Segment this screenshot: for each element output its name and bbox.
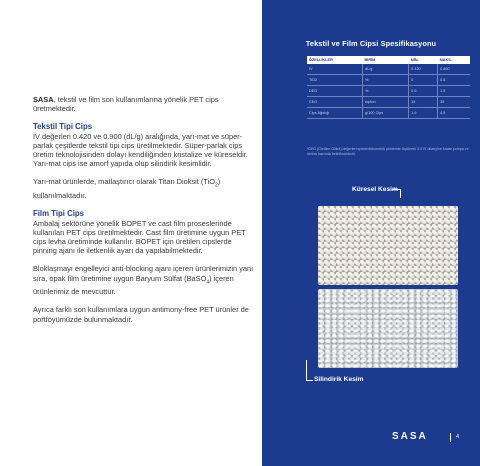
film-heading: Film Tipi Cips bbox=[33, 209, 84, 219]
intro-brand: SASA bbox=[33, 95, 54, 104]
table-cell: % bbox=[363, 75, 409, 86]
header-maks: MAKS. bbox=[438, 56, 470, 64]
tekstil-p2-b: ) kullanılmaktadır. bbox=[33, 177, 221, 201]
label-silindirik-kesim: Silindirik Kesim bbox=[314, 376, 364, 383]
tekstil-p2-sub: 2 bbox=[214, 182, 218, 189]
film-p2-a: Bloklaşmayı engelleyici anti-blocking ajanı içeren ürünlerimizin yanı sıra, opak film üretimine uygun Baryum Sülfat (BaSO bbox=[33, 264, 254, 283]
kuresel-chips-photo bbox=[318, 206, 458, 285]
table-cell: eq/ton bbox=[363, 97, 409, 108]
table-cell: 15 bbox=[409, 97, 438, 108]
table-cell: 1.6 bbox=[409, 108, 438, 119]
intro-text: , tekstil ve film son kullanımlarına yönelik PET cips üretmektedir. bbox=[33, 95, 219, 114]
sasa-logo: SASA bbox=[392, 431, 428, 442]
header-min: MİN. bbox=[409, 56, 438, 64]
table-row bbox=[307, 75, 470, 86]
table-cell: IV bbox=[307, 64, 363, 75]
tekstil-heading: Tekstil Tipi Cips bbox=[33, 122, 93, 132]
page-number-divider bbox=[450, 433, 451, 442]
table-cell: dL/g bbox=[363, 64, 409, 75]
table-cell: 0.6 bbox=[409, 86, 438, 97]
label-kuresel-kesim: Küresel Kesim bbox=[352, 186, 398, 193]
table-row bbox=[307, 97, 470, 108]
body-text bbox=[33, 95, 255, 333]
spec-table bbox=[307, 56, 470, 119]
table-cell: 0.420 bbox=[409, 64, 438, 75]
silindirik-leader-line bbox=[306, 360, 313, 381]
film-paragraph-2 bbox=[33, 264, 255, 296]
table-cell: CEG bbox=[307, 97, 363, 108]
tekstil-paragraph-2 bbox=[33, 177, 255, 200]
header-birim: BİRİM bbox=[363, 56, 409, 64]
header-ozellikler: ÖZELLİKLER bbox=[307, 56, 363, 64]
table-cell: % bbox=[363, 86, 409, 97]
table-cell: DEG bbox=[307, 86, 363, 97]
table-cell: TiO2 bbox=[307, 75, 363, 86]
table-cell: g/100 Cips bbox=[363, 108, 409, 119]
intro-paragraph bbox=[33, 95, 255, 113]
film-paragraph: Ambalaj sektörüne yönelik BOPET ve cast film proseslerinde kullanılan PET cips üretilmektedir. Cast film üretimine uygun PET cips levha üretiminde kullanılır. BOPET için üretilen cipslerde pinning ajanı ile iletkenlik ayarı da yapılabilmektedir. bbox=[33, 218, 246, 256]
kuresel-leader-line bbox=[392, 189, 401, 198]
table-row bbox=[307, 108, 470, 119]
spec-title: Tekstil ve Film Cipsi Spesifikasyonu bbox=[305, 39, 437, 48]
table-cell: 1.5 bbox=[438, 86, 470, 97]
right-panel bbox=[262, 0, 480, 466]
table-cell: 0.6 bbox=[438, 75, 470, 86]
film-p2-sub: 4 bbox=[206, 278, 210, 285]
tekstil-paragraph: IV değerleri 0.420 ve 0.900 (dL/g) aralığında, yarı-mat ve süper-parlak çeşitlerde tekstil tipi cips üretilmektedir. Süper-parlak cips üretim teknolojisinden dolayı kendiliğinden kristalize ve küreseldir. Yarı-mat cips ise amorf yapıda olup silindirik kesimlidir. bbox=[33, 131, 248, 169]
table-cell: 4.5 bbox=[438, 108, 470, 119]
film-paragraph-3: Ayrıca farklı son kullanımlara uygun antimony-free PET ürünler de portföyümüzde bulunmaktadır. bbox=[33, 305, 249, 324]
spec-table-header bbox=[307, 56, 470, 64]
table-cell: 0.860 bbox=[438, 64, 470, 75]
table-row bbox=[307, 64, 470, 75]
page-number: 4 bbox=[456, 434, 460, 440]
table-cell: 0 bbox=[409, 75, 438, 86]
table-row bbox=[307, 86, 470, 97]
spec-footnote: *DEG (Dietilen Glikol) değerleri spektrofotometrik yöntemle ölçülerek 0.9 IV düzeyine kadar pompa ve üretim bazında belirtilmektedir. bbox=[307, 147, 469, 156]
film-p2-b: ) içeren ürünlerimiz de mevcuttur. bbox=[33, 273, 234, 297]
table-cell: Cips Ağırlığı bbox=[307, 108, 363, 119]
tekstil-p2-a: Yarı-mat ürünlerde, matlaştırıcı olarak Titan Dioksit (TiO bbox=[33, 177, 215, 187]
table-cell: 35 bbox=[438, 97, 470, 108]
silindirik-chips-photo bbox=[318, 289, 458, 368]
